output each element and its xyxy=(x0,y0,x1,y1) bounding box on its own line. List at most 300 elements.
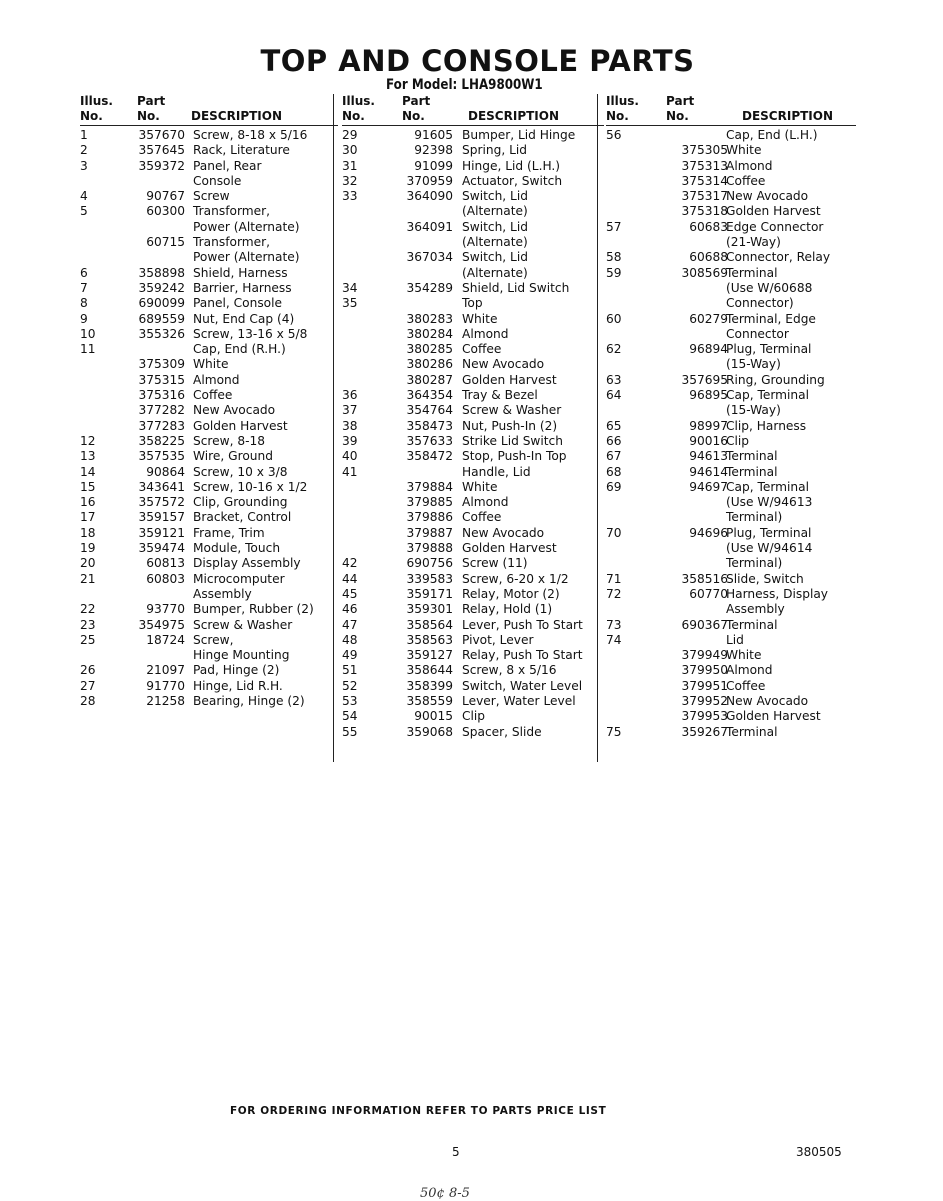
illus-no: 55 xyxy=(342,724,358,739)
illus-no: 41 xyxy=(342,464,358,479)
part-no: 375305 xyxy=(681,143,728,158)
part-row xyxy=(606,434,856,449)
part-description: Bumper, Rubber (2) xyxy=(193,602,314,617)
illus-no: 36 xyxy=(342,388,358,403)
illus-no: 49 xyxy=(342,648,358,663)
part-description: Harness, Display xyxy=(726,586,829,601)
part-description: Golden Harvest xyxy=(726,709,821,724)
part-description: Screw, 13-16 x 5/8 xyxy=(193,326,308,341)
part-description: Slide, Switch xyxy=(726,571,804,586)
part-no: 375315 xyxy=(138,372,185,387)
illus-no: 18 xyxy=(80,525,96,540)
part-description: (Use W/60688 xyxy=(726,280,813,295)
part-no: 375314 xyxy=(681,173,728,188)
part-row xyxy=(606,572,856,587)
parts-column-1 xyxy=(80,94,330,709)
illus-no: 54 xyxy=(342,709,358,724)
part-row xyxy=(606,633,856,648)
description-header: DESCRIPTION xyxy=(468,109,560,123)
illus-no: 66 xyxy=(606,433,622,448)
illus-no: 4 xyxy=(80,189,88,204)
part-description: Coffee xyxy=(462,342,502,357)
part-row xyxy=(342,648,604,663)
part-row xyxy=(606,679,856,694)
part-description: Shield, Lid Switch xyxy=(462,280,570,295)
part-row xyxy=(342,725,604,740)
illus-no: 3 xyxy=(80,158,88,173)
part-description: Cap, Terminal xyxy=(726,479,809,494)
illus-no: 63 xyxy=(606,372,622,387)
illus-no: 27 xyxy=(80,678,96,693)
part-row xyxy=(80,266,330,281)
illus-no: 22 xyxy=(80,602,96,617)
part-no: 358644 xyxy=(406,663,453,678)
illus-no: 33 xyxy=(342,189,358,204)
illus-no: 1 xyxy=(80,128,88,142)
part-no: 358563 xyxy=(406,632,453,647)
illus-no: 67 xyxy=(606,449,622,464)
part-no: 96894 xyxy=(689,342,728,357)
part-row xyxy=(342,250,604,265)
illus-no: 72 xyxy=(606,586,622,601)
illus-no: 14 xyxy=(80,464,96,479)
part-row xyxy=(80,403,330,418)
part-row xyxy=(342,327,604,342)
part-row xyxy=(606,663,856,678)
part-description: Top xyxy=(462,296,483,311)
illus-no: 21 xyxy=(80,571,96,586)
part-no: 359474 xyxy=(138,541,185,556)
column-header xyxy=(80,94,330,128)
part-no: 357670 xyxy=(138,128,185,142)
part-description: Pad, Hinge (2) xyxy=(193,663,280,678)
part-row xyxy=(80,250,330,265)
part-description: Pivot, Lever xyxy=(462,632,534,647)
part-no: 690756 xyxy=(406,556,453,571)
part-no: 689559 xyxy=(138,311,185,326)
column-header xyxy=(606,94,856,128)
illus-no: 53 xyxy=(342,693,358,708)
part-row xyxy=(606,312,856,327)
illus-no: 20 xyxy=(80,556,96,571)
part-no: 359127 xyxy=(406,648,453,663)
part-no: 377283 xyxy=(138,418,185,433)
part-description: Clip xyxy=(462,709,486,724)
part-row xyxy=(342,128,604,143)
part-row xyxy=(80,373,330,388)
part-description: Screw, 10 x 3/8 xyxy=(193,464,288,479)
illus-no: 74 xyxy=(606,632,622,647)
part-row xyxy=(342,480,604,495)
part-row xyxy=(606,480,856,495)
part-description: New Avocado xyxy=(462,357,545,372)
part-description: Hinge, Lid R.H. xyxy=(193,678,283,693)
part-row xyxy=(342,419,604,434)
part-no: 60300 xyxy=(146,204,185,219)
document-number: 380505 xyxy=(796,1145,842,1159)
part-no: 380283 xyxy=(406,311,453,326)
parts-column-3 xyxy=(597,94,856,762)
part-description: Screw, 8-18 x 5/16 xyxy=(193,128,308,142)
illus-no: 45 xyxy=(342,586,358,601)
part-row xyxy=(342,434,604,449)
part-no: 364354 xyxy=(406,388,453,403)
part-description: Cap, Terminal xyxy=(726,388,809,403)
part-row xyxy=(606,510,856,525)
header-underline xyxy=(606,125,856,126)
illus-no: 62 xyxy=(606,342,622,357)
description-header: DESCRIPTION xyxy=(191,109,283,123)
part-description: (Alternate) xyxy=(462,204,528,219)
part-description: Bearing, Hinge (2) xyxy=(193,693,305,708)
part-row xyxy=(342,709,604,724)
part-no: 380286 xyxy=(406,357,453,372)
part-row xyxy=(606,602,856,617)
part-no: 92398 xyxy=(414,143,453,158)
illus-no: 44 xyxy=(342,571,358,586)
part-description: Hinge Mounting xyxy=(193,648,290,663)
part-description: Power (Alternate) xyxy=(193,250,300,265)
part-description: Coffee xyxy=(726,173,766,188)
part-description: Screw & Washer xyxy=(462,403,562,418)
part-no: 379888 xyxy=(406,541,453,556)
part-row xyxy=(80,357,330,372)
part-row xyxy=(80,633,330,648)
illus-no: 65 xyxy=(606,418,622,433)
part-description: Almond xyxy=(726,663,773,678)
illus-no: 29 xyxy=(342,128,358,142)
part-description: Terminal, Edge xyxy=(726,311,816,326)
part-no: 359372 xyxy=(138,158,185,173)
illus-no: 69 xyxy=(606,479,622,494)
part-row xyxy=(80,281,330,296)
part-row xyxy=(606,159,856,174)
part-row xyxy=(342,602,604,617)
illus-no: 6 xyxy=(80,265,88,280)
part-row xyxy=(606,357,856,372)
part-no: 359242 xyxy=(138,280,185,295)
part-row xyxy=(80,541,330,556)
illus-no: 59 xyxy=(606,265,622,280)
part-description: Shield, Harness xyxy=(193,265,288,280)
part-row xyxy=(342,296,604,311)
part-description: Rack, Literature xyxy=(193,143,290,158)
part-description: Relay, Motor (2) xyxy=(462,586,560,601)
part-description: Almond xyxy=(462,326,509,341)
illus-no-header: Illus. No. xyxy=(342,94,375,123)
part-row xyxy=(80,572,330,587)
part-no: 96895 xyxy=(689,388,728,403)
part-no: 90767 xyxy=(146,189,185,204)
illus-no: 52 xyxy=(342,678,358,693)
part-row xyxy=(342,449,604,464)
part-row xyxy=(342,204,604,219)
part-row xyxy=(80,602,330,617)
part-no: 375318 xyxy=(681,204,728,219)
part-row xyxy=(80,189,330,204)
part-description: New Avocado xyxy=(726,693,809,708)
part-description: Screw, xyxy=(193,632,234,647)
part-no: 357633 xyxy=(406,433,453,448)
part-description: New Avocado xyxy=(193,403,276,418)
part-description: Transformer, xyxy=(193,235,271,250)
illus-no: 8 xyxy=(80,296,88,311)
part-row xyxy=(80,694,330,709)
part-no: 91770 xyxy=(146,678,185,693)
part-description: Actuator, Switch xyxy=(462,173,563,188)
part-no: 358898 xyxy=(138,265,185,280)
header-underline xyxy=(342,125,604,126)
illus-no: 35 xyxy=(342,296,358,311)
part-no: 358564 xyxy=(406,617,453,632)
part-description: Screw xyxy=(193,189,230,204)
part-description: White xyxy=(462,479,498,494)
part-description: (Use W/94614 xyxy=(726,541,813,556)
part-row xyxy=(606,694,856,709)
part-row xyxy=(80,220,330,235)
part-row xyxy=(80,342,330,357)
parts-rows xyxy=(606,128,856,740)
part-row xyxy=(606,266,856,281)
part-no: 94613 xyxy=(689,449,728,464)
part-row xyxy=(606,449,856,464)
part-no: 377282 xyxy=(138,403,185,418)
part-description: White xyxy=(193,357,229,372)
part-description: Screw (11) xyxy=(462,556,528,571)
part-row xyxy=(342,388,604,403)
part-row xyxy=(80,143,330,158)
part-no: 98997 xyxy=(689,418,728,433)
part-description: Clip xyxy=(726,433,750,448)
part-description: Relay, Hold (1) xyxy=(462,602,553,617)
part-no: 308569 xyxy=(681,265,728,280)
part-description: Spacer, Slide xyxy=(462,724,542,739)
illus-no: 37 xyxy=(342,403,358,418)
part-description: (Alternate) xyxy=(462,265,528,280)
part-row xyxy=(80,419,330,434)
illus-no: 7 xyxy=(80,280,88,295)
column-header xyxy=(342,94,604,128)
illus-no: 32 xyxy=(342,173,358,188)
part-description: (21-Way) xyxy=(726,235,781,250)
part-no: 375316 xyxy=(138,388,185,403)
part-no: 375313 xyxy=(681,158,728,173)
part-row xyxy=(606,725,856,740)
part-no: 364091 xyxy=(406,219,453,234)
part-row xyxy=(606,174,856,189)
part-row xyxy=(342,174,604,189)
part-description: White xyxy=(726,648,762,663)
part-no: 60715 xyxy=(146,235,185,250)
part-description: Relay, Push To Start xyxy=(462,648,583,663)
part-description: Stop, Push-In Top xyxy=(462,449,567,464)
part-row xyxy=(80,434,330,449)
part-row xyxy=(80,235,330,250)
part-description: New Avocado xyxy=(462,525,545,540)
part-row xyxy=(80,510,330,525)
part-row xyxy=(606,342,856,357)
illus-no: 40 xyxy=(342,449,358,464)
illus-no: 58 xyxy=(606,250,622,265)
part-no: 354764 xyxy=(406,403,453,418)
part-row xyxy=(606,281,856,296)
part-description: Golden Harvest xyxy=(726,204,821,219)
part-row xyxy=(342,281,604,296)
part-no: 94697 xyxy=(689,479,728,494)
part-description: Plug, Terminal xyxy=(726,525,812,540)
part-no: 91099 xyxy=(414,158,453,173)
part-row xyxy=(80,648,330,663)
part-description: Coffee xyxy=(726,678,766,693)
illus-no: 15 xyxy=(80,479,96,494)
part-description: Power (Alternate) xyxy=(193,219,300,234)
parts-rows xyxy=(342,128,604,740)
part-no: 60688 xyxy=(689,250,728,265)
part-description: Panel, Console xyxy=(193,296,283,311)
illus-no: 57 xyxy=(606,219,622,234)
part-row xyxy=(606,526,856,541)
part-no: 60813 xyxy=(146,556,185,571)
part-no: 357645 xyxy=(138,143,185,158)
part-row xyxy=(80,556,330,571)
illus-no: 51 xyxy=(342,663,358,678)
part-row xyxy=(606,403,856,418)
part-row xyxy=(342,679,604,694)
illus-no: 9 xyxy=(80,311,88,326)
part-description: Barrier, Harness xyxy=(193,280,292,295)
part-description: Screw, 8 x 5/16 xyxy=(462,663,557,678)
part-description: Coffee xyxy=(193,388,233,403)
part-description: Assembly xyxy=(726,602,785,617)
part-description: Terminal) xyxy=(726,510,783,525)
parts-column-2 xyxy=(333,94,604,762)
part-row xyxy=(342,694,604,709)
part-row xyxy=(606,373,856,388)
parts-rows xyxy=(80,128,330,709)
part-row xyxy=(342,495,604,510)
part-row xyxy=(606,648,856,663)
part-no: 358472 xyxy=(406,449,453,464)
part-no: 359171 xyxy=(406,586,453,601)
part-description: Switch, Lid xyxy=(462,219,528,234)
part-no: 690367 xyxy=(681,617,728,632)
illus-no: 46 xyxy=(342,602,358,617)
part-description: (15-Way) xyxy=(726,357,781,372)
part-no: 359267 xyxy=(681,724,728,739)
illus-no: 31 xyxy=(342,158,358,173)
part-description: Coffee xyxy=(462,510,502,525)
part-row xyxy=(342,572,604,587)
part-description: Wire, Ground xyxy=(193,449,273,464)
part-no: 375309 xyxy=(138,357,185,372)
part-row xyxy=(342,235,604,250)
part-row xyxy=(80,128,330,143)
part-row xyxy=(342,633,604,648)
part-row xyxy=(342,403,604,418)
part-description: (Alternate) xyxy=(462,235,528,250)
illus-no: 28 xyxy=(80,693,96,708)
part-no: 358516 xyxy=(681,571,728,586)
part-no: 358225 xyxy=(138,433,185,448)
part-description: Screw & Washer xyxy=(193,617,293,632)
part-no: 367034 xyxy=(406,250,453,265)
part-row xyxy=(342,159,604,174)
part-row xyxy=(606,556,856,571)
part-description: Spring, Lid xyxy=(462,143,527,158)
part-no: 21097 xyxy=(146,663,185,678)
part-description: White xyxy=(726,143,762,158)
part-no: 364090 xyxy=(406,189,453,204)
part-description: Switch, Lid xyxy=(462,189,528,204)
illus-no: 5 xyxy=(80,204,88,219)
part-row xyxy=(342,526,604,541)
page-number: 5 xyxy=(452,1145,460,1159)
part-row xyxy=(606,618,856,633)
part-no: 354289 xyxy=(406,280,453,295)
part-row xyxy=(342,189,604,204)
part-row xyxy=(80,174,330,189)
part-description: Almond xyxy=(193,372,240,387)
part-no: 339583 xyxy=(406,571,453,586)
part-no: 359301 xyxy=(406,602,453,617)
part-no: 379952 xyxy=(681,693,728,708)
part-no: 357695 xyxy=(681,372,728,387)
part-description: Nut, Push-In (2) xyxy=(462,418,558,433)
ordering-note: FOR ORDERING INFORMATION REFER TO PARTS PRICE LIST xyxy=(230,1105,607,1117)
illus-no: 19 xyxy=(80,541,96,556)
part-row xyxy=(342,143,604,158)
part-row xyxy=(80,204,330,219)
illus-no: 30 xyxy=(342,143,358,158)
part-row xyxy=(80,526,330,541)
part-description: Microcomputer xyxy=(193,571,285,586)
part-description: Screw, 6-20 x 1/2 xyxy=(462,571,569,586)
illus-no: 64 xyxy=(606,388,622,403)
part-row xyxy=(80,663,330,678)
part-row xyxy=(342,357,604,372)
illus-no: 47 xyxy=(342,617,358,632)
part-row xyxy=(342,266,604,281)
part-description: Connector) xyxy=(726,296,794,311)
part-row xyxy=(80,296,330,311)
illus-no: 16 xyxy=(80,495,96,510)
part-description: (15-Way) xyxy=(726,403,781,418)
part-row xyxy=(606,587,856,602)
part-row xyxy=(80,495,330,510)
part-description: Handle, Lid xyxy=(462,464,531,479)
part-description: Connector, Relay xyxy=(726,250,831,265)
part-row xyxy=(80,587,330,602)
part-row xyxy=(342,373,604,388)
part-row xyxy=(606,189,856,204)
part-row xyxy=(342,556,604,571)
part-row xyxy=(80,480,330,495)
illus-no: 2 xyxy=(80,143,88,158)
part-row xyxy=(342,587,604,602)
part-row xyxy=(342,541,604,556)
part-row xyxy=(342,342,604,357)
illus-no: 26 xyxy=(80,663,96,678)
part-row xyxy=(342,220,604,235)
part-row xyxy=(342,618,604,633)
part-no: 379887 xyxy=(406,525,453,540)
part-row xyxy=(80,327,330,342)
illus-no: 12 xyxy=(80,433,96,448)
part-row xyxy=(342,312,604,327)
part-row xyxy=(606,709,856,724)
part-row xyxy=(606,220,856,235)
part-no: 60770 xyxy=(689,586,728,601)
